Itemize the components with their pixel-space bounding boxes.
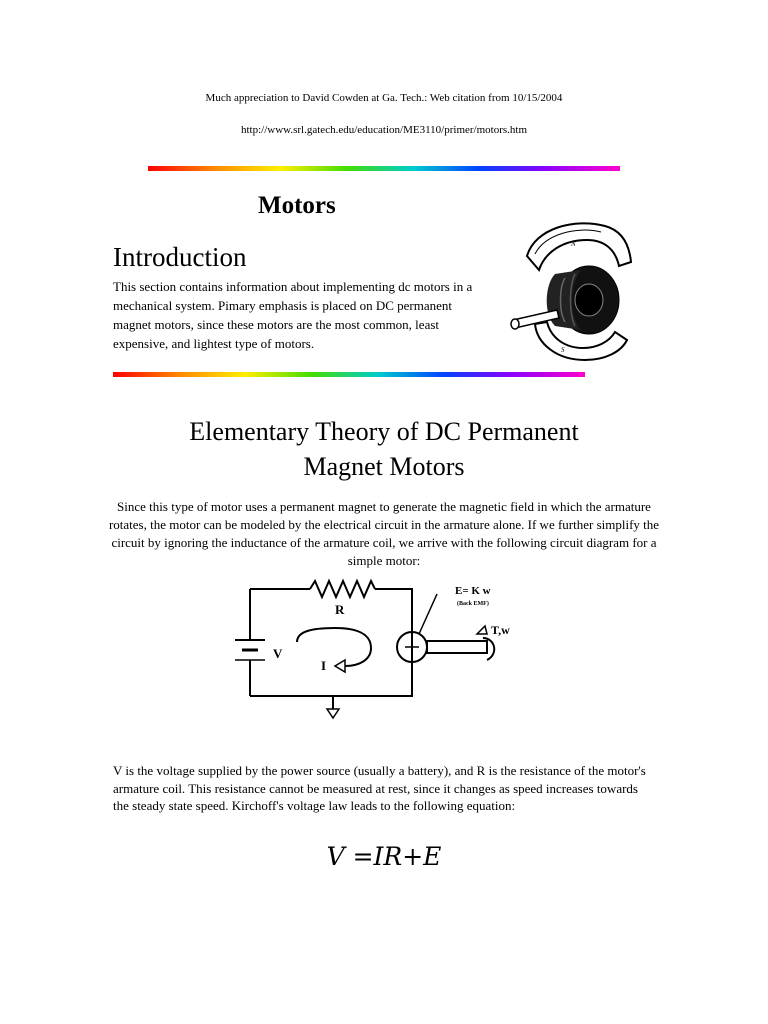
- circuit-diagram: [225, 574, 525, 724]
- wire: [375, 589, 412, 634]
- ground-symbol: [327, 709, 339, 718]
- resistor-label: R: [335, 602, 345, 617]
- rainbow-divider: [148, 166, 620, 171]
- north-label: N: [571, 240, 576, 248]
- south-label: S: [561, 346, 565, 354]
- motor-illustration: [505, 214, 635, 366]
- intro-paragraph: This section contains information about implementing dc motors in a mechanical system. Pimary emphasis is placed on DC permanent magnet motors, since these motors are the most common, least expensive, and lightest type of motors.: [113, 279, 473, 351]
- section-heading-line: Elementary Theory of DC Permanent: [189, 417, 579, 446]
- voltage-paragraph: V is the voltage supplied by the power source (usually a battery), and R is the resistance of the motor's armature coil. This resistance cannot be measured at rest, since it changes as speed increases towards the steady state speed. Kirchoff's voltage law leads to the following equation:: [113, 763, 646, 813]
- rainbow-divider: [113, 372, 585, 377]
- citation-text: Much appreciation to David Cowden at Ga. Tech.: Web citation from 10/15/2004: [205, 92, 563, 104]
- kvl-equation: V =IR+E: [326, 842, 442, 871]
- back-emf-label: (Back EMF): [457, 601, 489, 607]
- current-loop: [297, 628, 371, 666]
- intro-heading: Introduction: [113, 242, 247, 272]
- torque-speed-label: T,w: [491, 623, 510, 637]
- source-url[interactable]: http://www.srl.gatech.edu/education/ME3110/primer/motors.htm: [240, 124, 528, 136]
- section-heading-line: Magnet Motors: [303, 452, 465, 481]
- motor-shaft: [427, 641, 487, 653]
- theory-paragraph: Since this type of motor uses a permanent magnet to generate the magnetic field in which the armature rotates, the motor can be modeled by the electrical circuit in the armature alone. If we further simplify the circuit by ignoring the inductance of the armature coil, we arrive with the following circuit diagram for a simple motor:: [108, 499, 660, 568]
- emf-pointer: [419, 594, 437, 634]
- current-arrow: [335, 660, 345, 672]
- section-heading: [0, 414, 768, 484]
- wire: [250, 660, 412, 696]
- voltage-label: V: [273, 646, 283, 661]
- current-label: I: [321, 658, 327, 673]
- page-title: Motors: [258, 192, 336, 219]
- emf-label: E= K w: [455, 585, 491, 597]
- resistor: [310, 581, 375, 597]
